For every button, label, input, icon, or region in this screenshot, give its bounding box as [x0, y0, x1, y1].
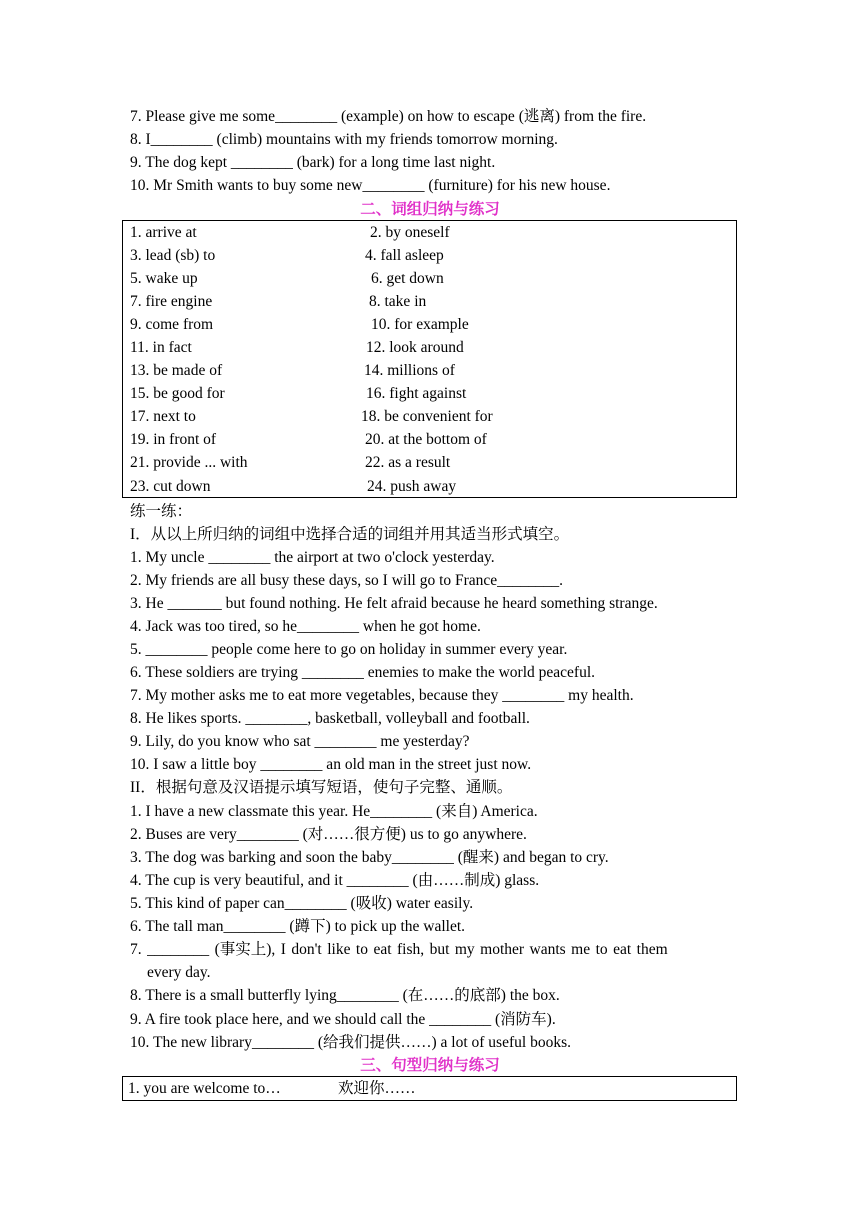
part1-item: 7. My mother asks me to eat more vegetables, because they ________ my health. — [130, 687, 634, 704]
sentence-english: 1. you are welcome to… — [128, 1080, 281, 1097]
phrase-item: 8. take in — [369, 293, 427, 310]
part1-item: 3. He _______ but found nothing. He felt afraid because he heard something strange. — [130, 595, 658, 612]
part1-item: 6. These soldiers are trying ________ enemies to make the world peaceful. — [130, 664, 596, 681]
section3-heading: 三、句型归纳与练习 — [360, 1056, 500, 1074]
part2-item-continuation: every day. — [147, 964, 211, 981]
part2-instruction: II．根据句意及汉语提示填写短语，使句子完整、通顺。 — [130, 779, 513, 796]
phrase-item: 18. be convenient for — [361, 408, 493, 425]
part2-item: 1. I have a new classmate this year. He________ (来自) America. — [130, 803, 538, 820]
phrase-item: 11. in fact — [130, 339, 192, 356]
phrase-item: 7. fire engine — [130, 293, 213, 310]
part1-item: 2. My friends are all busy these days, so I will go to France________. — [130, 572, 564, 589]
part2-item: 5. This kind of paper can________ (吸收) water easily. — [130, 895, 474, 912]
phrase-item: 4. fall asleep — [365, 247, 444, 264]
phrase-item: 17. next to — [130, 408, 196, 425]
top-line-8: 8. I________ (climb) mountains with my friends tomorrow morning. — [130, 131, 558, 148]
phrase-item: 13. be made of — [130, 362, 223, 379]
phrase-item: 5. wake up — [130, 270, 198, 287]
phrase-item: 20. at the bottom of — [365, 431, 487, 448]
phrase-item: 22. as a result — [365, 454, 451, 471]
phrase-item: 9. come from — [130, 316, 214, 333]
part1-instruction: I．从以上所归纳的词组中选择合适的词组并用其适当形式填空。 — [130, 526, 570, 543]
top-line-10: 10. Mr Smith wants to buy some new________ (furniture) for his new house. — [130, 177, 611, 194]
part2-item: 10. The new library________ (给我们提供……) a lot of useful books. — [130, 1034, 571, 1051]
part2-item: 9. A fire took place here, and we should call the ________ (消防车). — [130, 1011, 556, 1028]
part2-item: 3. The dog was barking and soon the baby________ (醒来) and began to cry. — [130, 849, 609, 866]
part1-item: 8. He likes sports. ________, basketball, volleyball and football. — [130, 710, 530, 727]
phrase-item: 1. arrive at — [130, 224, 197, 241]
phrase-item: 19. in front of — [130, 431, 217, 448]
practice-label: 练一练： — [130, 503, 193, 520]
section2-heading: 二、词组归纳与练习 — [360, 200, 500, 218]
part2-item: 8. There is a small butterfly lying________ (在……的底部) the box. — [130, 987, 560, 1004]
phrase-item: 14. millions of — [364, 362, 455, 379]
top-line-7: 7. Please give me some________ (example) on how to escape (逃离) from the fire. — [130, 108, 647, 125]
sentence-chinese: 欢迎你…… — [338, 1080, 416, 1097]
phrase-item: 21. provide ... with — [130, 454, 248, 471]
phrase-item: 10. for example — [371, 316, 469, 333]
part1-item: 9. Lily, do you know who sat ________ me yesterday? — [130, 733, 470, 750]
part2-item: 6. The tall man________ (蹲下) to pick up the wallet. — [130, 918, 466, 935]
part1-item: 5. ________ people come here to go on holiday in summer every year. — [130, 641, 568, 658]
phrase-item: 3. lead (sb) to — [130, 247, 216, 264]
sentence-table — [122, 1076, 737, 1101]
phrase-item: 6. get down — [371, 270, 444, 287]
part1-item: 4. Jack was too tired, so he________ when he got home. — [130, 618, 481, 635]
phrase-item: 12. look around — [366, 339, 464, 356]
phrase-item: 23. cut down — [130, 478, 211, 495]
part2-item: 2. Buses are very________ (对……很方便) us to go anywhere. — [130, 826, 527, 843]
part2-item: 7. ________ (事实上), I don't like to eat fish, but my mother wants me to eat them — [130, 941, 668, 958]
part2-item: 4. The cup is very beautiful, and it ________ (由……制成) glass. — [130, 872, 540, 889]
part1-item: 1. My uncle ________ the airport at two o'clock yesterday. — [130, 549, 495, 566]
phrase-item: 2. by oneself — [370, 224, 450, 241]
phrase-item: 16. fight against — [366, 385, 467, 402]
part1-item: 10. I saw a little boy ________ an old man in the street just now. — [130, 756, 532, 773]
phrase-table — [122, 220, 737, 498]
top-line-9: 9. The dog kept ________ (bark) for a long time last night. — [130, 154, 496, 171]
phrase-item: 15. be good for — [130, 385, 225, 402]
phrase-item: 24. push away — [367, 478, 457, 495]
